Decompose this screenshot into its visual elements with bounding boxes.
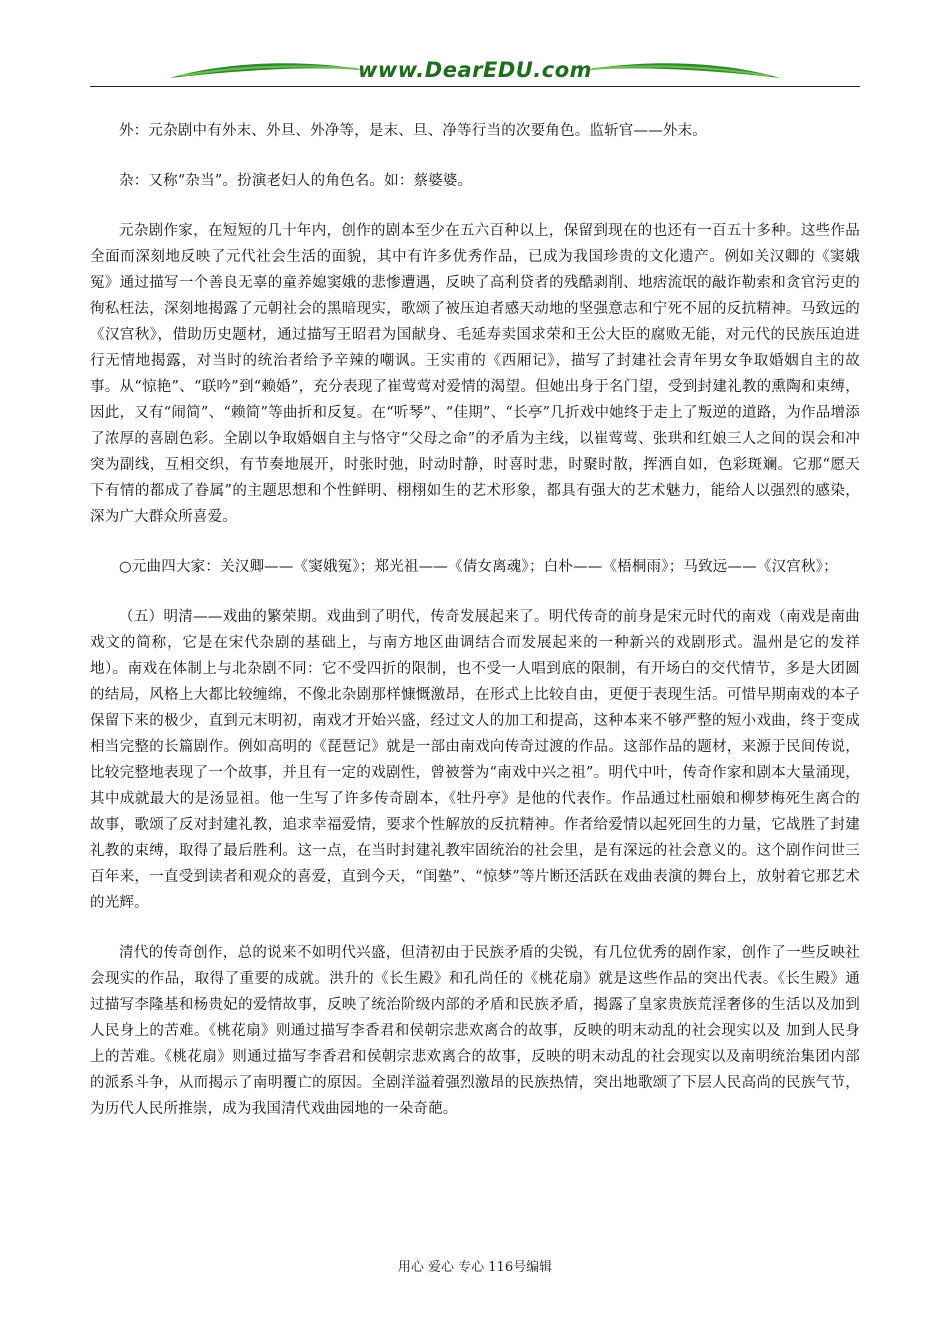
paragraph-wai-role: 外：元杂剧中有外末、外旦、外净等，是末、旦、净等行当的次要角色。监斩官——外末。 — [119, 123, 707, 139]
page-footer: 用心 爱心 专心 116号编辑 — [397, 1260, 553, 1275]
paragraph-four-masters: ○元曲四大家：关汉卿——《窦娥冤》；郑光祖——《倩女离魂》；白朴——《梧桐雨》；马致远——《汉宫秋》； — [119, 559, 838, 575]
document-body — [90, 118, 860, 1146]
paragraph-qing-chuanqi: 清代的传奇创作，总的说来不如明代兴盛，但清初由于民族矛盾的尖锐，有几位优秀的剧作家，创作了一些反映社会现实的作品，取得了重要的成就。洪升的《长生殿》和孔尚任的《桃花扇》就是这些作品的突出代表。《长生殿》通过描写李隆基和杨贵妃的爱情故事，反映了统治阶级内部的矛盾和民族矛盾，揭露了皇家贵族荒淫奢侈的生活以及加到人民身上的苦难。《桃花扇》则通过描写李香君和侯朝宗悲欢离合的故事，反映的明末动乱的社会现实以及 加到人民身上的苦难。《桃花扇》则通过描写李香君和侯朝宗悲欢离合的故事，反映的明末动乱的社会现实以及南明统治集团内部的派系斗争，从而揭示了南明覆亡的原因。全剧洋溢着强烈激昂的民族热情，突出地歌颂了下层人民高尚的民族气节，为历代人民所推崇，成为我国清代戏曲园地的一朵奇葩。 — [90, 945, 860, 1117]
site-logo-text: www.DearEDU.com — [357, 58, 593, 82]
paragraph-ming-qing: （五）明清——戏曲的繁荣期。戏曲到了明代，传奇发展起来了。明代传奇的前身是宋元时代的南戏（南戏是南曲戏文的简称，它是在宋代杂剧的基础上，与南方地区曲调结合而发展起来的一种新兴的戏剧形式。温州是它的发祥地）。南戏在体制上与北杂剧不同：它不受四折的限制，也不受一人唱到底的限制，有开场白的交代情节，多是大团圆的结局，风格上大都比较缠绵，不像北杂剧那样慷慨激昂，在形式上比较自由，更便于表现生活。可惜早期南戏的本子保留下来的极少，直到元末明初，南戏才开始兴盛，经过文人的加工和提高，这种本来不够严整的短小戏曲，终于变成相当完整的长篇剧作。例如高明的《琵琶记》就是一部由南戏向传奇过渡的作品。这部作品的题材，来源于民间传说，比较完整地表现了一个故事，并且有一定的戏剧性，曾被誉为“南戏中兴之祖”。明代中叶，传奇作家和剧本大量涌现，其中成就最大的是汤显祖。他一生写了许多传奇剧本，《牡丹亭》是他的代表作。作品通过杜丽娘和柳梦梅死生离合的故事，歌颂了反对封建礼教，追求幸福爱情，要求个性解放的反抗精神。作者给爱情以起死回生的力量，它战胜了封建礼教的束缚，取得了最后胜利。这一点，在当时封建礼教牢固统治的社会里，是有深远的社会意义的。这个剧作问世三百年来，一直受到读者和观众的喜爱，直到今天，“闺塾”、“惊梦”等片断还活跃在戏曲表演的舞台上，放射着它那艺术的光辉。 — [90, 609, 860, 911]
header-divider — [90, 86, 860, 87]
paragraph-za-role: 杂：又称“杂当”。扮演老妇人的角色名。如：蔡婆婆。 — [119, 173, 473, 189]
paragraph-yuan-zaju-writers: 元杂剧作家，在短短的几十年内，创作的剧本至少在五六百种以上，保留到现在的也还有一百五十多种。这些作品全面而深刻地反映了元代社会生活的面貌，其中有许多优秀作品，已成为我国珍贵的文化遗产。例如关汉卿的《窦娥冤》通过描写一个善良无辜的童养媳窦娥的悲惨遭遇，反映了高利贷者的残酷剥削、地痞流氓的敲诈勒索和贪官污吏的徇私枉法，深刻地揭露了元朝社会的黑暗现实，歌颂了被压迫者感天动地的坚强意志和宁死不屈的反抗精神。马致远的《汉宫秋》，借助历史题材，通过描写王昭君为国献身、毛延寿卖国求荣和王公大臣的腐败无能，对元代的民族压迫进行无情地揭露，对当时的统治者给予辛辣的嘲讽。王实甫的《西厢记》，描写了封建社会青年男女争取婚姻自主的故事。从“惊艳”、“联吟”到“赖婚”，充分表现了崔莺莺对爱情的渴望。但她出身于名门望，受到封建礼教的熏陶和束缚，因此，又有“闹简”、“赖简”等曲折和反复。在“听琴”、“佳期”、“长亭”几折戏中她终于走上了叛逆的道路，为作品增添了浓厚的喜剧色彩。全剧以争取婚姻自主与恪守“父母之命”的矛盾为主线，以崔莺莺、张珙和红娘三人之间的误会和冲突为副线，互相交织，有节奏地展开，时张时弛，时动时静，时喜时悲，时聚时散，挥洒自如，色彩斑斓。它那“愿天下有情的都成了眷属”的主题思想和个性鲜明、栩栩如生的艺术形象，都具有强大的艺术魅力，能给人以强烈的感染，深为广大群众所喜爱。 — [90, 223, 860, 525]
